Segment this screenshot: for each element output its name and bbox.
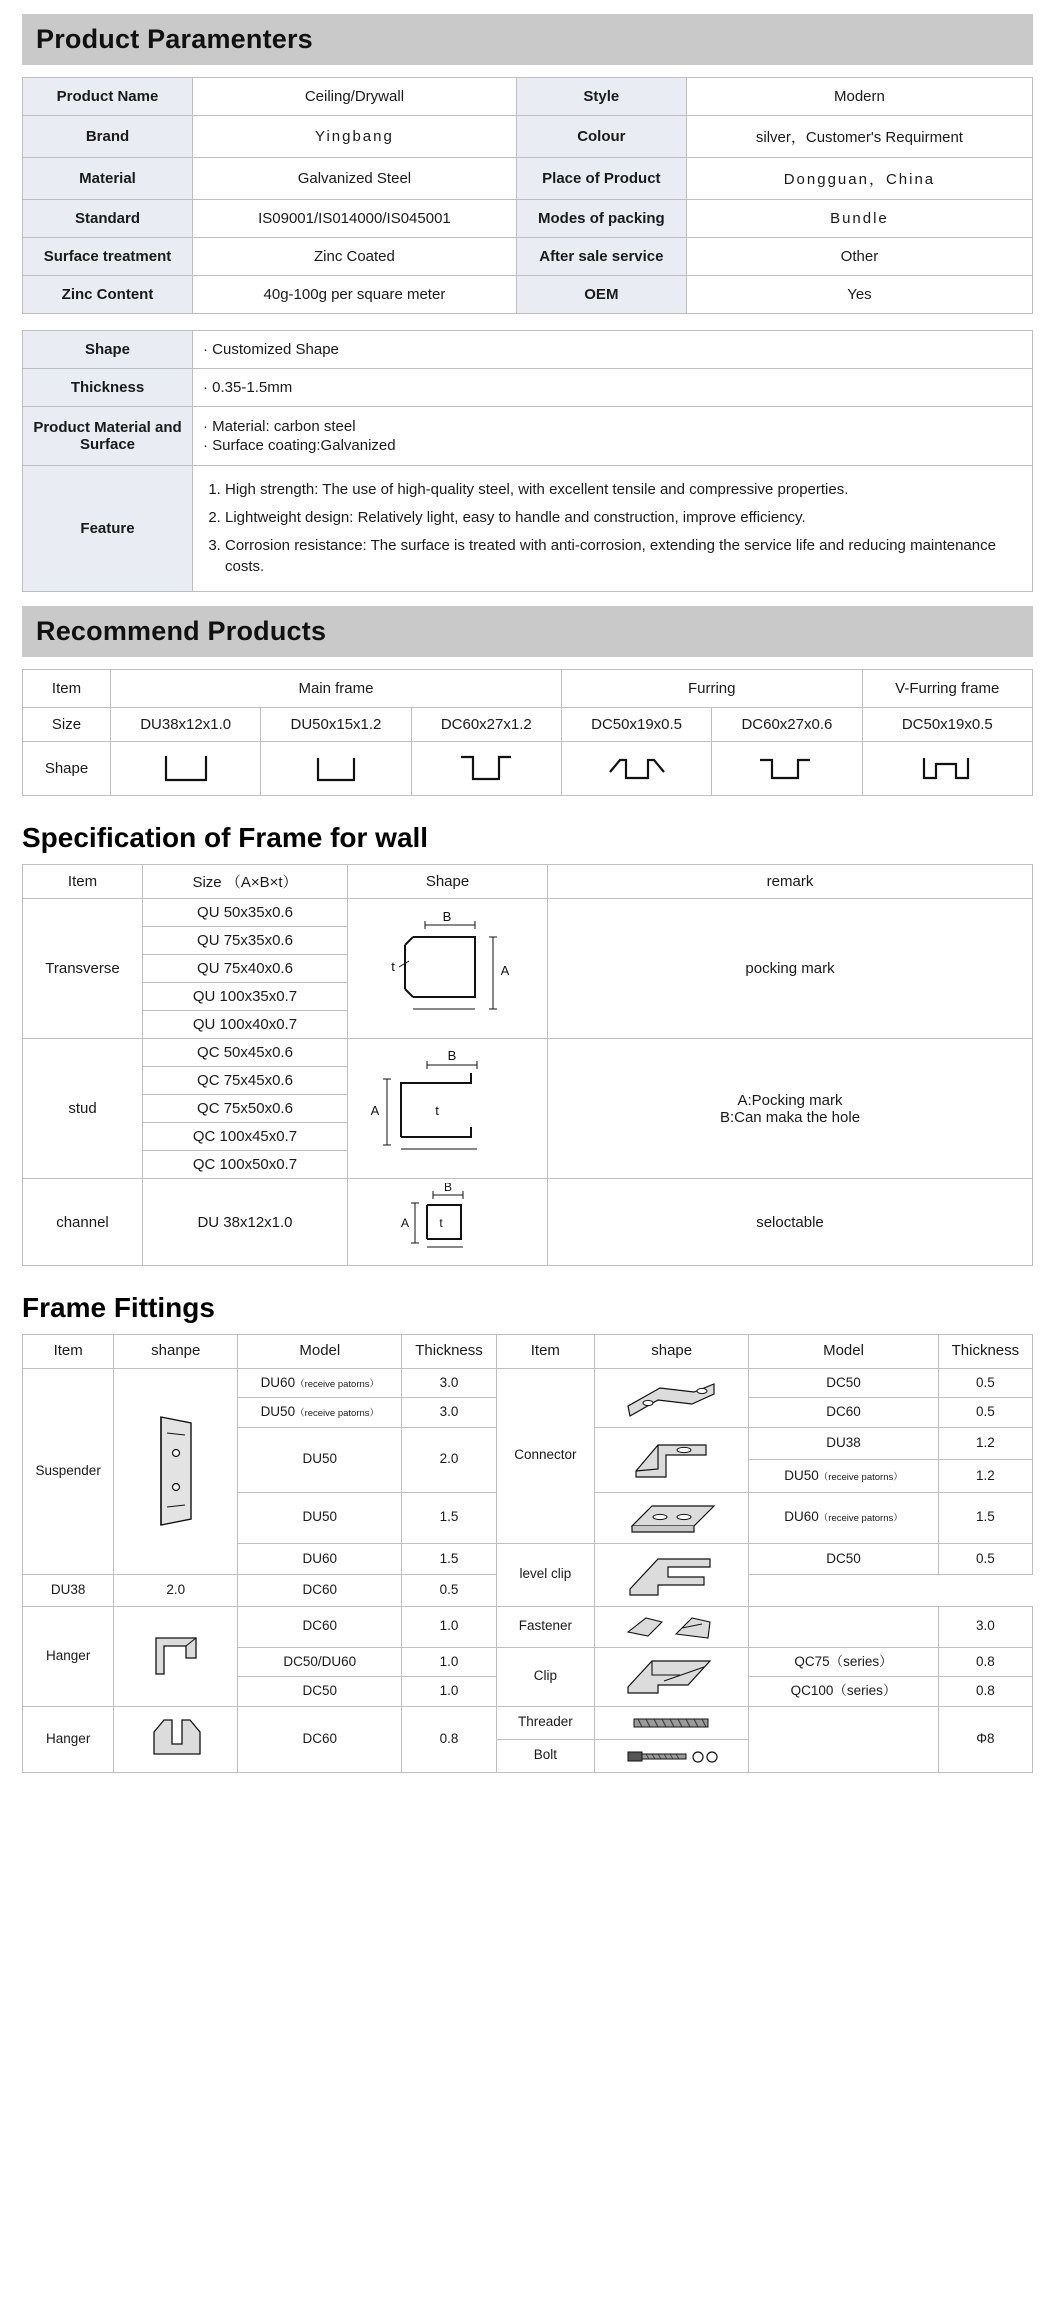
fittings-model: QC100（series） xyxy=(749,1677,939,1707)
recommend-size-value: DU50x15x1.2 xyxy=(261,708,411,742)
spec-size-value: QU 50x35x0.6 xyxy=(143,899,348,927)
param-value: IS09001/IS014000/IS045001 xyxy=(193,200,517,238)
fittings-model: DC50 xyxy=(749,1543,939,1575)
param-value: Ceiling/Drywall xyxy=(193,78,517,116)
fittings-thickness: Φ8 xyxy=(938,1706,1032,1772)
fittings-thickness: 1.5 xyxy=(402,1543,496,1575)
table-row xyxy=(23,466,1033,592)
param-label: Brand xyxy=(23,116,193,158)
fittings-thickness: 3.0 xyxy=(402,1398,496,1428)
fittings-thickness: 0.5 xyxy=(938,1398,1032,1428)
model-name: DU60 xyxy=(260,1374,296,1390)
fittings-model xyxy=(238,1492,402,1543)
fittings-thickness: 1.0 xyxy=(402,1677,496,1707)
fittings-item-hanger: Hanger xyxy=(23,1706,114,1772)
spec-header-shape: Shape xyxy=(348,865,548,899)
product-feature-table xyxy=(22,330,1033,592)
recommend-size-value: DC60x27x1.2 xyxy=(411,708,561,742)
feature-label-thickness: Thickness xyxy=(23,369,193,407)
fittings-item-clip: Clip xyxy=(496,1647,595,1706)
spec-size-value: QC 50x45x0.6 xyxy=(143,1039,348,1067)
bolt-icon xyxy=(595,1739,749,1772)
spec-size-value: QC 100x45x0.7 xyxy=(143,1123,348,1151)
spec-remark-transverse: pocking mark xyxy=(548,899,1033,1039)
param-label: Material xyxy=(23,158,193,200)
feature-label-material: Product Material and Surface xyxy=(23,407,193,466)
table-row xyxy=(23,899,1033,927)
table-row xyxy=(23,238,1033,276)
fittings-model xyxy=(238,1368,402,1398)
param-label: Zinc Content xyxy=(23,276,193,314)
fittings-thickness: 1.2 xyxy=(938,1460,1032,1493)
model-name: DU50 xyxy=(784,1467,819,1483)
fittings-thickness: 1.5 xyxy=(938,1492,1032,1543)
spec-size-value: QC 100x50x0.7 xyxy=(143,1151,348,1179)
model-note: （receive patorns） xyxy=(295,1378,380,1390)
fittings-thickness: 0.5 xyxy=(402,1575,496,1607)
table-row xyxy=(23,670,1033,708)
profile-u-channel-icon xyxy=(261,742,411,796)
table-row xyxy=(23,78,1033,116)
hanger-shape-icon xyxy=(114,1606,238,1706)
fittings-header-item-left: Item xyxy=(23,1335,114,1369)
product-parameters-table xyxy=(22,77,1033,314)
model-name: DU60 xyxy=(784,1509,819,1525)
param-value: Zinc Coated xyxy=(193,238,517,276)
spec-size-value: QU 75x35x0.6 xyxy=(143,927,348,955)
spec-remark-line: B:Can maka the hole xyxy=(719,1108,861,1126)
spec-size-value: QU 75x40x0.6 xyxy=(143,955,348,983)
spec-remark-line: A:Pocking mark xyxy=(737,1091,843,1109)
feature-item: 1. High strength: The use of high-quality steel, with excellent tensile and compressive properties. xyxy=(225,476,1022,504)
svg-text:A: A xyxy=(400,1216,409,1230)
fittings-thickness: 1.0 xyxy=(402,1606,496,1647)
param-label: Modes of packing xyxy=(516,200,686,238)
profile-u-channel-icon xyxy=(111,742,261,796)
profile-furring-icon xyxy=(712,742,862,796)
spec-header-size: Size （A×B×t） xyxy=(143,865,348,899)
recommend-item-header: Item xyxy=(23,670,111,708)
table-row xyxy=(23,158,1033,200)
model-note: （receive patorns） xyxy=(818,1471,903,1483)
fittings-model xyxy=(749,1460,939,1493)
param-value: Galvanized Steel xyxy=(193,158,517,200)
fittings-model xyxy=(749,1606,939,1647)
document-page xyxy=(0,14,1055,1773)
model-name: DU50 xyxy=(302,1451,338,1467)
table-row xyxy=(23,369,1033,407)
table-row xyxy=(23,1706,1033,1739)
recommend-products-table xyxy=(22,669,1033,796)
spec-size-value: QU 100x35x0.7 xyxy=(143,983,348,1011)
profile-c-channel-icon xyxy=(411,742,561,796)
model-note: （receive patorns） xyxy=(295,1408,380,1420)
feature-value-thickness: · 0.35-1.5mm xyxy=(193,369,1033,407)
spec-frame-table xyxy=(22,864,1033,1266)
fastener-icon xyxy=(595,1606,749,1647)
recommend-size-value: DC50x19x0.5 xyxy=(561,708,711,742)
fittings-item-threader: Threader xyxy=(496,1706,595,1739)
fittings-model xyxy=(749,1706,939,1772)
fittings-thickness: 0.5 xyxy=(938,1543,1032,1575)
fittings-model: QC75（series） xyxy=(749,1647,939,1677)
hanger-shape-icon xyxy=(114,1706,238,1772)
fittings-model xyxy=(238,1543,402,1575)
fittings-header-model-left: Model xyxy=(238,1335,402,1369)
fittings-item-connector: Connector xyxy=(496,1368,595,1543)
section-banner-product-parameters xyxy=(22,14,1033,65)
spec-size-value: DU 38x12x1.0 xyxy=(143,1179,348,1266)
fittings-header-shape-left: shanpe xyxy=(114,1335,238,1369)
fittings-thickness: 2.0 xyxy=(402,1427,496,1492)
fittings-header-model-right: Model xyxy=(749,1335,939,1369)
fittings-model: DC50/DU60 xyxy=(238,1647,402,1677)
fittings-model: DC60 xyxy=(238,1706,402,1772)
param-value: 40g-100g per square meter xyxy=(193,276,517,314)
table-row xyxy=(23,276,1033,314)
recommend-size-value: DC60x27x0.6 xyxy=(712,708,862,742)
fittings-thickness: 0.8 xyxy=(402,1706,496,1772)
recommend-group-main-frame: Main frame xyxy=(111,670,562,708)
recommend-shape-header: Shape xyxy=(23,742,111,796)
param-label: After sale service xyxy=(516,238,686,276)
fittings-model: DC60 xyxy=(749,1398,939,1428)
model-name: DU50 xyxy=(302,1509,338,1525)
feature-label-shape: Shape xyxy=(23,331,193,369)
connector-bracket-icon xyxy=(595,1427,749,1492)
fittings-model xyxy=(238,1427,402,1492)
table-row xyxy=(23,116,1033,158)
fittings-thickness: 1.5 xyxy=(402,1492,496,1543)
table-row xyxy=(23,1179,1033,1266)
material-line: · Surface coating:Galvanized xyxy=(203,437,396,454)
table-row xyxy=(23,865,1033,899)
param-label: Product Name xyxy=(23,78,193,116)
product-parameters-title: Product Paramenters xyxy=(36,24,313,54)
spec-size-value: QU 100x40x0.7 xyxy=(143,1011,348,1039)
fittings-model: DC50 xyxy=(749,1368,939,1398)
profile-v-furring-icon xyxy=(862,742,1032,796)
fittings-model xyxy=(23,1575,114,1607)
param-value: Other xyxy=(686,238,1032,276)
fittings-thickness: 3.0 xyxy=(402,1368,496,1398)
feature-label-feature: Feature xyxy=(23,466,193,592)
table-row xyxy=(23,1606,1033,1647)
param-label: Surface treatment xyxy=(23,238,193,276)
level-clip-icon xyxy=(595,1543,749,1606)
fittings-item-fastener: Fastener xyxy=(496,1606,595,1647)
fittings-thickness: 3.0 xyxy=(938,1606,1032,1647)
suspender-shape-icon xyxy=(114,1368,238,1575)
fittings-title: Frame Fittings xyxy=(22,1292,215,1323)
feature-value-material xyxy=(193,407,1033,466)
table-row xyxy=(23,1335,1033,1369)
profile-channel-diagram-icon xyxy=(348,1179,548,1266)
feature-value-shape: · Customized Shape xyxy=(193,331,1033,369)
svg-text:t: t xyxy=(390,958,395,974)
table-row xyxy=(23,407,1033,466)
spec-size-value: QC 75x45x0.6 xyxy=(143,1067,348,1095)
fittings-header-thickness-right: Thickness xyxy=(938,1335,1032,1369)
svg-text:A: A xyxy=(370,1102,379,1118)
fittings-item-hanger: Hanger xyxy=(23,1606,114,1706)
fittings-header-shape-right: shape xyxy=(595,1335,749,1369)
fittings-thickness: 1.2 xyxy=(938,1427,1032,1460)
param-value: silver，Customer's Requirment xyxy=(686,116,1032,158)
param-label: Place of Product xyxy=(516,158,686,200)
svg-text:B: B xyxy=(447,1048,456,1063)
frame-fittings-table xyxy=(22,1334,1033,1773)
param-label: Style xyxy=(516,78,686,116)
table-row xyxy=(23,1368,1033,1398)
table-row xyxy=(23,200,1033,238)
table-row xyxy=(23,708,1033,742)
spec-header-remark: remark xyxy=(548,865,1033,899)
connector-strip-icon xyxy=(595,1492,749,1543)
spec-remark-stud xyxy=(548,1039,1033,1179)
section-banner-recommend xyxy=(22,606,1033,657)
recommend-size-value: DC50x19x0.5 xyxy=(862,708,1032,742)
fittings-item-suspender: Suspender xyxy=(23,1368,114,1575)
spec-item-transverse: Transverse xyxy=(23,899,143,1039)
svg-text:t: t xyxy=(434,1102,439,1118)
clip-icon xyxy=(595,1647,749,1706)
recommend-size-header: Size xyxy=(23,708,111,742)
profile-furring-icon xyxy=(561,742,711,796)
param-label: Colour xyxy=(516,116,686,158)
fittings-model xyxy=(238,1398,402,1428)
spec-item-channel: channel xyxy=(23,1179,143,1266)
table-row xyxy=(23,1039,1033,1067)
fittings-thickness: 1.0 xyxy=(402,1647,496,1677)
param-label: OEM xyxy=(516,276,686,314)
param-value: Dongguan，China xyxy=(686,158,1032,200)
feature-item: 2. Lightweight design: Relatively light, easy to handle and construction, improve efficiency. xyxy=(225,504,1022,532)
fittings-item-level-clip: level clip xyxy=(496,1543,595,1606)
threader-icon xyxy=(595,1706,749,1739)
fittings-thickness: 2.0 xyxy=(114,1575,238,1607)
model-name: DU38 xyxy=(50,1582,86,1598)
fittings-model: DC60 xyxy=(238,1575,402,1607)
recommend-group-v-furring: V-Furring frame xyxy=(862,670,1032,708)
model-note: （receive patorns） xyxy=(818,1513,903,1525)
svg-text:t: t xyxy=(438,1216,443,1230)
feature-item: 3. Corrosion resistance: The surface is treated with anti-corrosion, extending the service life and reducing maintenance costs. xyxy=(225,532,1022,582)
fittings-model: DC50 xyxy=(238,1677,402,1707)
fittings-model xyxy=(749,1492,939,1543)
spec-header-item: Item xyxy=(23,865,143,899)
table-row xyxy=(23,742,1033,796)
param-value: Yingbang xyxy=(193,116,517,158)
spec-item-stud: stud xyxy=(23,1039,143,1179)
model-name: DU50 xyxy=(260,1404,296,1420)
spec-title: Specification of Frame for wall xyxy=(22,822,429,853)
fittings-model: DU38 xyxy=(749,1427,939,1460)
profile-stud-diagram-icon xyxy=(348,1039,548,1179)
param-label: Standard xyxy=(23,200,193,238)
fittings-header-thickness-left: Thickness xyxy=(402,1335,496,1369)
spec-size-value: QC 75x50x0.6 xyxy=(143,1095,348,1123)
param-value: Bundle xyxy=(686,200,1032,238)
fittings-thickness: 0.8 xyxy=(938,1647,1032,1677)
connector-plate-icon xyxy=(595,1368,749,1427)
svg-text:B: B xyxy=(442,908,451,924)
model-name: DU60 xyxy=(302,1550,338,1566)
table-row xyxy=(23,331,1033,369)
param-value: Modern xyxy=(686,78,1032,116)
fittings-header-item-right: Item xyxy=(496,1335,595,1369)
recommend-size-value: DU38x12x1.0 xyxy=(111,708,261,742)
spec-remark-channel: seloctable xyxy=(548,1179,1033,1266)
fittings-thickness: 0.8 xyxy=(938,1677,1032,1707)
profile-transverse-diagram-icon xyxy=(348,899,548,1039)
svg-text:B: B xyxy=(443,1183,452,1194)
fittings-item-bolt: Bolt xyxy=(496,1739,595,1772)
svg-text:A: A xyxy=(500,962,509,978)
feature-value-list xyxy=(193,466,1033,592)
recommend-title: Recommend Products xyxy=(36,616,327,646)
fittings-thickness: 0.5 xyxy=(938,1368,1032,1398)
fittings-model: DC60 xyxy=(238,1606,402,1647)
param-value: Yes xyxy=(686,276,1032,314)
recommend-group-furring: Furring xyxy=(561,670,862,708)
material-line: · Material: carbon steel xyxy=(203,418,356,435)
